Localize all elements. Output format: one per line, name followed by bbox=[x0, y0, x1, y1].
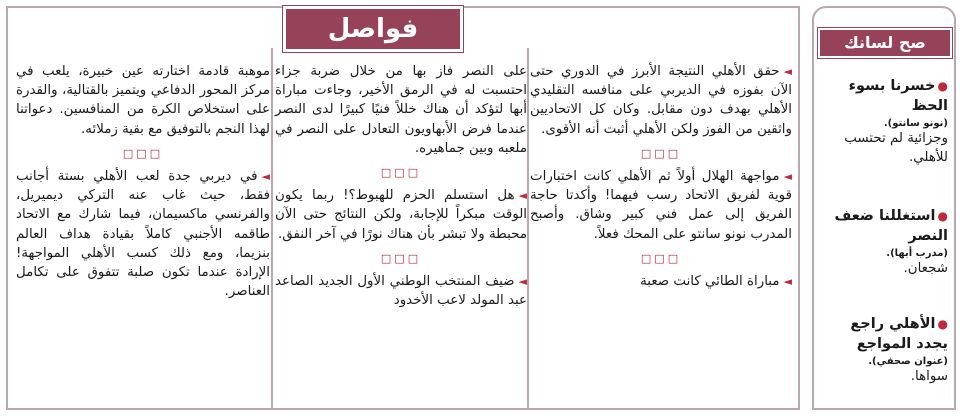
paragraph: ◄هل استسلم الحزم للهبوط؟! ربما يكون الوقت مبكراً للإجابة، ولكن النتائج حتى الآن محبطة ولا تبشر بأن هناك نورًا في آخر النفق. bbox=[275, 188, 527, 242]
paragraph: ◄حقق الأهلي النتيجة الأبرز في الدوري حتى الآن بفوزه في الديربي على منافسه التقليدي الأهلي بهدف دون مقابل. وكان كل الاتحاديين واثقين من الفوز ولكن الأهلي أثبت أنه الأقوى. bbox=[530, 64, 792, 137]
quote-body: وجزائية لم تحتسب للأهلي. bbox=[844, 131, 948, 165]
column-divider bbox=[271, 48, 273, 408]
paragraph: ◄مباراة الطائي كانت صعبة bbox=[640, 274, 792, 290]
paragraph: ◄في ديربي جدة لعب الأهلي بستة أجانب فقط، حيث غاب عنه التركي ديميريل، والفرنسي ماكسيمان، فيما شارك مع الاتحاد طاقمه الأجنبي كاملاً بقيادة هداف العالم بنزيما، ومع ذلك كسب الأهلي المواجهة! الإرادة عندما تكون صلبة تتفوق على تكامل العناصر. bbox=[16, 169, 270, 300]
paragraph: ◄مواجهة الهلال أولاً ثم الأهلي كانت اختبارات قوية لفريق الاتحاد رسب فيهما! وأكدتا حاجة الفريق إلى عمل فني كبير وشاق. وأصبح المدرب نونو سانتو على المحك فعلاً. bbox=[530, 169, 792, 242]
paragraph: على النصر فاز بها من خلال ضربة جزاء احتسبت له في الرمق الأخير، وجاءت مباراة أبها لتؤكد أن هناك خللاً فنيًا كبيرًا لدى النصر عندما فرض الأبهاويون التعادل على النصر في ملعبه وبين جماهيره. bbox=[275, 64, 527, 156]
bullet-dot-icon: ● bbox=[937, 209, 948, 223]
bullet-arrow-icon: ◄ bbox=[261, 170, 270, 184]
quote-head: ●الأهلي راجع يجدد المواجع bbox=[850, 316, 948, 352]
quote-head: ●خسرنا بسوء الحظ bbox=[848, 78, 948, 114]
bullet-arrow-icon: ◄ bbox=[518, 189, 527, 203]
bullet-arrow-icon: ◄ bbox=[783, 275, 792, 289]
quote-body: شجعان. bbox=[903, 261, 948, 276]
column-divider bbox=[527, 48, 529, 408]
quote-source: (مدرب أبها). bbox=[886, 248, 948, 259]
bullet-arrow-icon: ◄ bbox=[518, 275, 527, 289]
separator: □□□ bbox=[640, 146, 682, 160]
paragraph: موهبة قادمة اختارته عين خبيرة، يلعب في مركز المحور الدفاعي ويتميز بالقتالية، والقدرة على استخلاص الكرة من المنافسين. دعواتنا لهذا النجم بالتوفيق مع بقية زملائه. bbox=[16, 64, 270, 137]
quote-source: (نونو سانتو). bbox=[883, 118, 948, 129]
paragraph: ◄ضيف المنتخب الوطني الأول الجديد الصاعد عبد المولد لاعب الأخدود bbox=[275, 274, 527, 309]
section-title: فواصل bbox=[283, 6, 463, 52]
separator: □□□ bbox=[380, 251, 422, 265]
quote-head: ●استغللنا ضعف النصر bbox=[834, 208, 948, 244]
sidebar-title: صح لسانك bbox=[818, 28, 952, 58]
sidebar-quote bbox=[818, 206, 948, 278]
column-3 bbox=[16, 62, 270, 301]
separator: □□□ bbox=[122, 146, 164, 160]
column-2 bbox=[275, 62, 527, 310]
separator: □□□ bbox=[640, 251, 682, 265]
bullet-dot-icon: ● bbox=[937, 317, 948, 331]
bullet-arrow-icon: ◄ bbox=[783, 65, 792, 78]
bullet-dot-icon: ● bbox=[937, 79, 948, 93]
separator: □□□ bbox=[380, 166, 422, 180]
quote-body: سواها. bbox=[910, 369, 948, 384]
sidebar-quote bbox=[818, 76, 948, 167]
quote-source: (عنوان صحفي). bbox=[868, 356, 948, 367]
sidebar-quote bbox=[818, 314, 948, 386]
bullet-arrow-icon: ◄ bbox=[783, 170, 792, 184]
column-1 bbox=[530, 62, 792, 291]
